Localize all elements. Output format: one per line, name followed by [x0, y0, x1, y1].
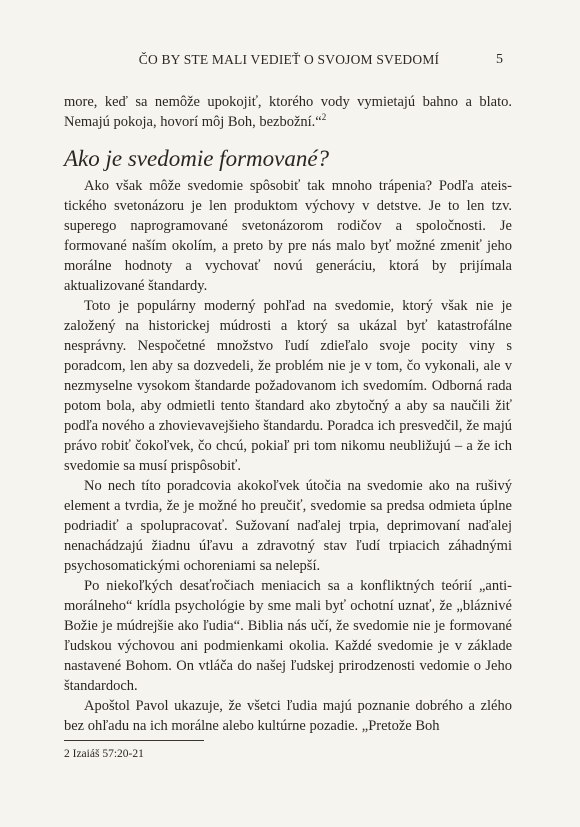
- body-paragraph-1: Ako však môže svedomie spôsobiť tak mnoho trápenia? Podľa ateistického svetonázoru je len produktom výchovy v detstve. Je to len tzv. superego naprogramované svetonázorom rodičov a spoločnosti. Je formované naším okolím, a preto by pre nás malo byť možné zmeniť jeho morálne hodnoty a vychovať novú generáciu, ktorá by prijímala aktualizované štandardy.: [64, 178, 512, 294]
- footnote: 2 Izaiáš 57:20-21: [64, 748, 144, 760]
- body-paragraph-2: Toto je populárny moderný pohľad na svedomie, ktorý však nie je založený na historickej múdrosti a ktorý sa ukázal byť katastrofálne nesprávny. Nespočetné množstvo ľudí zdieľalo svoje pocity viny s poradcom, len aby sa dozvedeli, že problém nie je v tom, čo vykonali, ale v nezmyselne vysokom štandarde požadovanom ich svedomím. Odborná rada potom bola, aby odmietli tento štandard ako zbytočný a aby sa naučili žiť podľa nového a zhovievavejšieho štandardu. Poradca ich presvedčil, že majú právo robiť čokoľvek, čo chcú, pokiaľ pri tom nikomu neubližujú – a že ich svedomie sa musí prispôsobiť.: [64, 298, 512, 474]
- opening-paragraph-block: [64, 92, 512, 132]
- footnote-divider: [64, 740, 204, 741]
- running-head-title: ČO BY STE MALI VEDIEŤ O SVOJOM SVEDOMÍ: [138, 52, 440, 67]
- section-heading: Ako je svedomie formované?: [64, 146, 330, 171]
- footnote-reference: 2: [321, 112, 327, 123]
- opening-paragraph-text: more, keď sa nemôže upokojiť, ktorého vody vymietajú bahno a blato. Nemajú pokoja, hovorí môj Boh, bezbožní.“: [64, 94, 512, 130]
- body-paragraph-4: Po niekoľkých desaťročiach meniacich sa a konfliktných teórií „anti-morálneho“ krídla psychológie by sme mali byť ochotní uznať, že „bláznivé Božie je múdrejšie ako ľudia“. Biblia nás učí, že svedomie nie je formované ľudskou výchovou ani podmienkami okolia. Každé svedomie je v základe nastavené Bohom. On vtláča do našej ľudskej prirodzenosti vedomie o Jeho štandardoch.: [64, 578, 512, 694]
- opening-paragraph: [64, 92, 512, 132]
- body-paragraph-3: No nech títo poradcovia akokoľvek útočia na svedomie ako na rušivý element a tvrdia, že je možné ho preučiť, svedomie sa predsa odmieta úplne podriadiť a spolupracovať. Sužovaní naďalej trpia, deprimovaní naďalej nenachádzajú žiadnu úľavu a zdravotný stav ľudí trpiacich záhadnými psychosomatickými ochoreniami sa nelepší.: [64, 478, 512, 574]
- section-body: [64, 176, 512, 736]
- body-paragraph-5: Apoštol Pavol ukazuje, že všetci ľudia majú poznanie dobrého a zlého bez ohľadu na ich morálne alebo kultúrne pozadie. „Pretože Boh: [64, 698, 512, 734]
- page-number: 5: [496, 52, 503, 67]
